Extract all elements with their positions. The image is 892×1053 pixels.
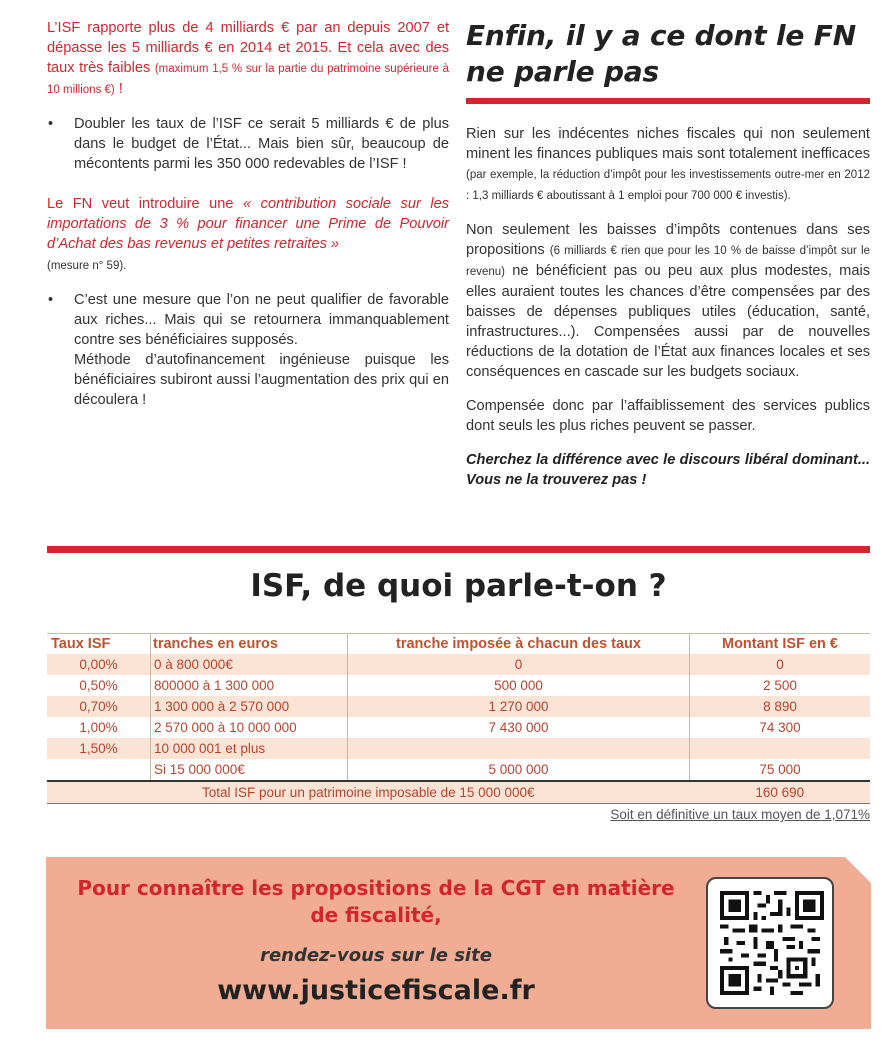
table-row xyxy=(47,759,870,781)
header-tranche-imposee: tranche imposée à chacun des taux xyxy=(348,634,690,655)
fn-quote-text: « contribution sociale sur les importations de 3 % pour financer une Prime de Pouvoir d’Achat des bas revenus et petites retraites » xyxy=(47,196,450,252)
cell-tranche: 2 570 000 à 10 000 000 xyxy=(151,717,348,738)
bullet-isf-double-text: Doubler les taux de l’ISF ce serait 5 milliards € de plus dans le budget de l’État... Mais bien sûr, beaucoup de mécontents parmi les 350 000 redevables de l’ISF ! xyxy=(74,116,449,172)
cell-imposee: 0 xyxy=(348,654,690,675)
cell-montant: 75 000 xyxy=(690,759,871,781)
services-paragraph: Compensée donc par l’affaiblissement des services publics dont seuls les plus riches peuvent se passer. xyxy=(466,398,870,434)
table-row xyxy=(47,675,870,696)
table-row xyxy=(47,654,870,675)
bullet-dot: • xyxy=(48,116,54,132)
isf-table xyxy=(47,633,870,804)
banner-headline: Pour connaître les propositions de la CGT en matière de fiscalité, xyxy=(77,876,675,927)
isf-intro-end: ! xyxy=(114,81,123,97)
average-rate-note: Soit en définitive un taux moyen de 1,071% xyxy=(610,807,870,822)
bullet-fn-measure-conclusion: Méthode d’autofinancement ingénieuse puisque les bénéficiaires subiront aussi l’augmentation des prix qui en découlera ! xyxy=(74,352,449,408)
left-column xyxy=(47,18,449,410)
isf-intro-text: L’ISF rapporte plus de 4 milliards € par an depuis 2007 et dépasse les 5 milliards € en 2014 et 2015. Et cela avec des taux très faibles xyxy=(47,20,449,76)
website-link[interactable]: www.justicefiscale.fr xyxy=(217,975,535,1006)
headline-rule xyxy=(466,98,870,104)
cgt-banner xyxy=(46,857,871,1029)
cell-montant xyxy=(690,738,871,759)
cell-montant: 2 500 xyxy=(690,675,871,696)
cell-montant: 0 xyxy=(690,654,871,675)
bullet-isf-double xyxy=(47,114,449,174)
bullet-dot: • xyxy=(48,292,54,308)
niches-note: (par exemple, la réduction d’impôt pour les investissements outre-mer en 2012 : 1,3 milliards € aboutissant à 1 emploi pour 700 000 € investis). xyxy=(466,169,870,202)
cell-taux: 0,50% xyxy=(79,678,118,693)
closing-statement: Cherchez la différence avec le discours libéral dominant... Vous ne la trouverez pas ! xyxy=(466,452,870,488)
cell-imposee: 1 270 000 xyxy=(348,696,690,717)
cell-imposee: 7 430 000 xyxy=(348,717,690,738)
header-montant: Montant ISF en € xyxy=(690,634,871,655)
cell-tranche: Si 15 000 000€ xyxy=(151,759,348,781)
fn-mesure-ref: (mesure n° 59). xyxy=(47,260,127,272)
headline: Enfin, il y a ce dont le FN ne parle pas xyxy=(466,19,856,88)
cell-taux: 1,50% xyxy=(47,738,151,759)
cell-tranche: 0 à 800 000€ xyxy=(151,654,348,675)
table-header-row xyxy=(47,634,870,655)
bullet-fn-measure-text: C’est une mesure que l’on ne peut qualifier de favorable aux riches... Mais qui se retournera immanquablement contre ses bénéficiaires supposés. xyxy=(74,292,449,348)
cell-tranche: 1 300 000 à 2 570 000 xyxy=(151,696,348,717)
bullet-fn-measure xyxy=(47,290,449,410)
banner-folded-corner xyxy=(845,857,871,883)
fn-lead-text: Le FN veut introduire une xyxy=(47,196,244,212)
isf-section-title: ISF, de quoi parle-t-on ? xyxy=(250,568,667,604)
niches-paragraph xyxy=(466,124,870,206)
cell-imposee: 5 000 000 xyxy=(348,759,690,781)
cell-tranche: 800000 à 1 300 000 xyxy=(151,675,348,696)
cell-taux: 0,70% xyxy=(47,696,151,717)
header-tranches: tranches en euros xyxy=(151,634,348,655)
fn-proposal-paragraph xyxy=(47,194,449,254)
isf-intro-note: (maximum 1,5 % sur la partie du patrimoine supérieure à 10 millions €) xyxy=(47,63,450,96)
cell-montant: 74 300 xyxy=(690,717,871,738)
cell-montant: 8 890 xyxy=(690,696,871,717)
cell-taux: 1,00% xyxy=(79,720,118,735)
baisses-paragraph xyxy=(466,220,870,382)
table-row xyxy=(47,717,870,738)
isf-intro-paragraph xyxy=(47,18,449,100)
section-rule xyxy=(47,546,870,553)
baisses-note: (6 milliards € rien que pour les 10 % de baisse d’impôt sur le revenu) xyxy=(466,245,870,278)
cell-taux: 0,00% xyxy=(47,654,151,675)
table-total-row xyxy=(47,781,870,804)
qr-code-icon xyxy=(720,891,824,995)
total-label: Total ISF pour un patrimoine imposable de 15 000 000€ xyxy=(47,781,690,804)
baisses-text-b: ne bénéficient pas ou peu aux plus modestes, mais elles auraient toutes les chances d’être compensées par des baisses de dépenses publiques utiles (éducation, santé, infrastructures...). Compensées aussi par de nouvelles réductions de la dotation de l’État aux finances locales et ses conséquences en cascade sur les budgets sociaux. xyxy=(466,263,870,380)
cell-imposee xyxy=(348,738,690,759)
qr-code[interactable] xyxy=(706,877,834,1009)
table-row xyxy=(47,696,870,717)
cell-taux xyxy=(47,759,151,781)
banner-subline: rendez-vous sur le site xyxy=(260,945,492,966)
cell-tranche: 10 000 001 et plus xyxy=(151,738,348,759)
baisses-text-a: Non seulement les baisses d’impôts contenues dans ses propositions xyxy=(466,222,870,258)
right-column xyxy=(466,18,870,490)
table-row xyxy=(47,738,870,759)
cell-imposee: 500 000 xyxy=(348,675,690,696)
niches-text: Rien sur les indécentes niches fiscales qui non seulement minent les finances publiques mais sont totalement inefficaces xyxy=(466,126,870,162)
total-value: 160 690 xyxy=(690,781,871,804)
header-taux: Taux ISF xyxy=(47,634,151,655)
